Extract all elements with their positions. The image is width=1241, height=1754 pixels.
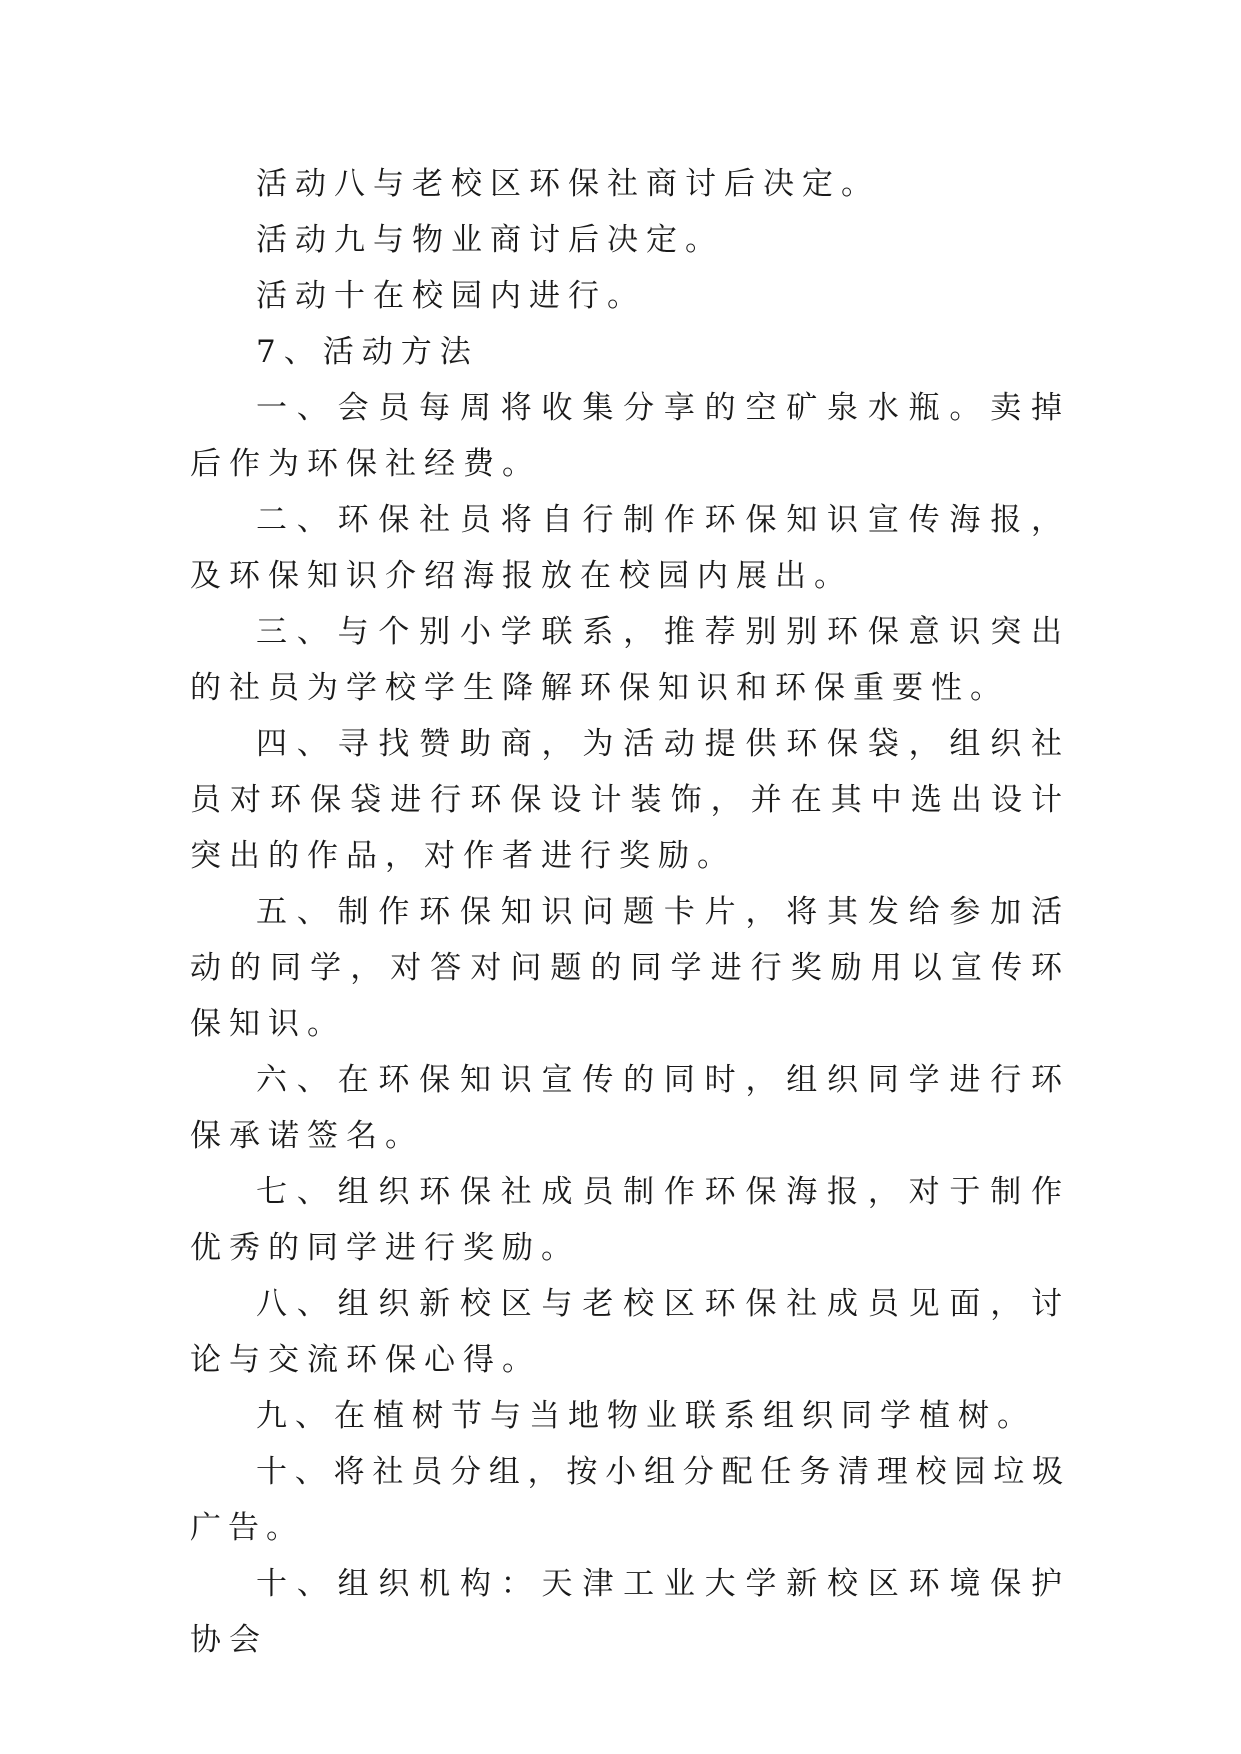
paragraph-method-8: 八、组织新校区与老校区环保社成员见面，讨论与交流环保心得。 [190, 1286, 1070, 1378]
paragraph-activity-10: 活动十在校园内进行。 [256, 278, 646, 314]
paragraph-method-6: 六、在环保知识宣传的同时，组织同学进行环保承诺签名。 [190, 1062, 1070, 1154]
document-body [190, 156, 1070, 1668]
section-heading-methods: 7、活动方法 [256, 334, 479, 370]
paragraph-method-9: 九、在植树节与当地物业联系组织同学植树。 [256, 1398, 1036, 1434]
paragraph-activity-9: 活动九与物业商讨后决定。 [256, 222, 724, 258]
paragraph-method-2: 二、环保社员将自行制作环保知识宣传海报，及环保知识介绍海报放在校园内展出。 [190, 502, 1070, 594]
paragraph-organization: 十、组织机构：天津工业大学新校区环境保护协会 [190, 1566, 1070, 1658]
paragraph-method-5: 五、制作环保知识问题卡片，将其发给参加活动的同学，对答对问题的同学进行奖励用以宣传环保知识。 [190, 894, 1070, 1042]
paragraph-method-1: 一、会员每周将收集分享的空矿泉水瓶。卖掉后作为环保社经费。 [190, 390, 1070, 482]
paragraph-method-7: 七、组织环保社成员制作环保海报，对于制作优秀的同学进行奖励。 [190, 1174, 1070, 1266]
paragraph-method-3: 三、与个别小学联系，推荐别别环保意识突出的社员为学校学生降解环保知识和环保重要性。 [190, 614, 1070, 706]
paragraph-method-4: 四、寻找赞助商，为活动提供环保袋，组织社员对环保袋进行环保设计装饰，并在其中选出设计突出的作品，对作者进行奖励。 [190, 726, 1070, 874]
paragraph-method-10: 十、将社员分组，按小组分配任务清理校园垃圾广告。 [190, 1454, 1070, 1546]
paragraph-activity-8: 活动八与老校区环保社商讨后决定。 [256, 166, 880, 202]
